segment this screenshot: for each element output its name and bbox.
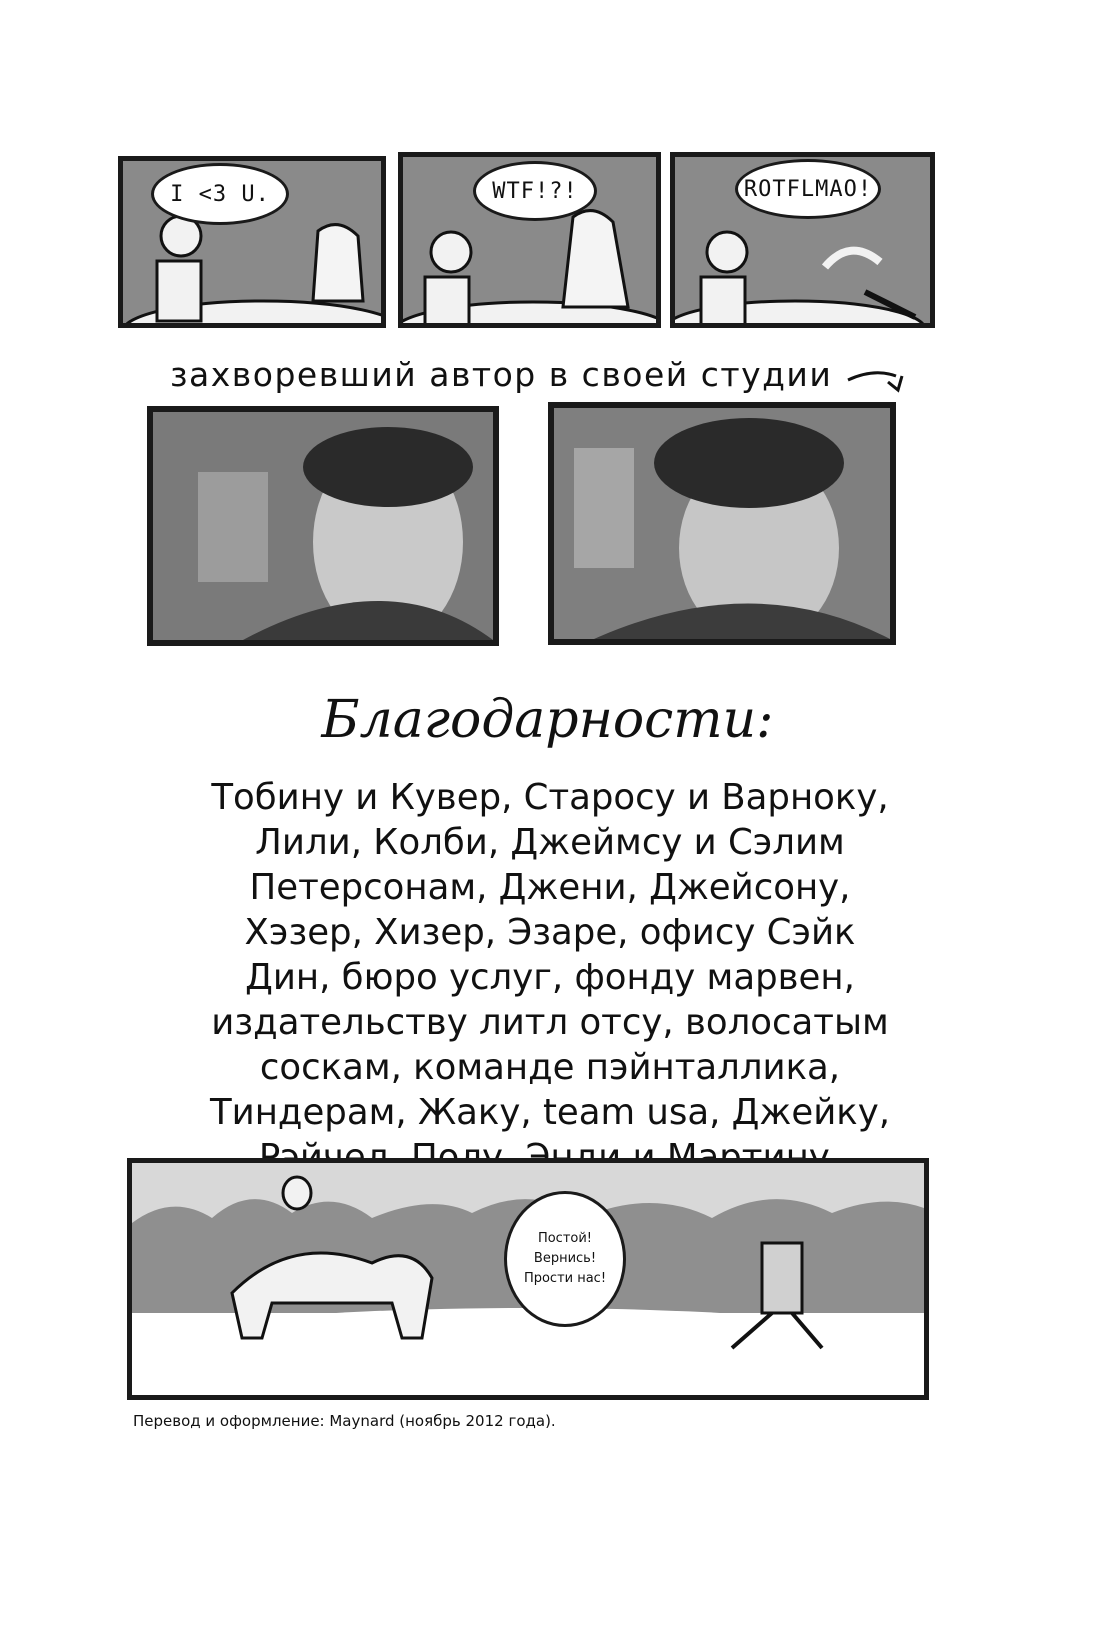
acknowledgement-line: Дин, бюро услуг, фонду марвен, [245, 957, 855, 998]
speech-bubble-3: ROTFLMAO! [735, 159, 881, 219]
author-photo-left-image [153, 412, 493, 640]
acknowledgement-line: Петерсонам, Джени, Джейсону, [249, 867, 851, 908]
comic-panel-bottom [127, 1158, 929, 1400]
translation-credit: Перевод и оформление: Maynard (ноябрь 2012 года). [133, 1412, 556, 1430]
speech-bubble-1: I <3 U. [151, 163, 289, 225]
speech-bubble-2: WTF!?! [473, 161, 597, 221]
author-photo-right [548, 402, 896, 645]
speech-bubble-bottom: Постой! Вернись! Прости нас! [504, 1191, 626, 1327]
acknowledgements-text [120, 775, 980, 1180]
acknowledgement-line: соскам, команде пэйнталлика, [259, 1047, 841, 1088]
comic-panel-1 [118, 156, 386, 328]
comic-panel-2 [398, 152, 661, 328]
acknowledgement-line: Хэзер, Хизер, Эзаре, офису Сэйк [244, 912, 856, 953]
comic-panel-3 [670, 152, 935, 328]
acknowledgement-line: Тиндерам, Жаку, team usa, Джейку, [209, 1092, 891, 1133]
author-photo-left [147, 406, 499, 646]
photo-caption: захворевший автор в своей студии [170, 355, 906, 394]
acknowledgement-line: Тобину и Кувер, Старосу и Варноку, [211, 777, 889, 818]
acknowledgement-line: Лили, Колби, Джеймсу и Сэлим [255, 822, 845, 863]
curved-arrow-icon [844, 360, 906, 394]
acknowledgement-line: издательству литл отсу, волосатым [211, 1002, 889, 1043]
acknowledgements-heading: Благодарности: [321, 690, 774, 750]
author-photo-right-image [554, 408, 890, 639]
